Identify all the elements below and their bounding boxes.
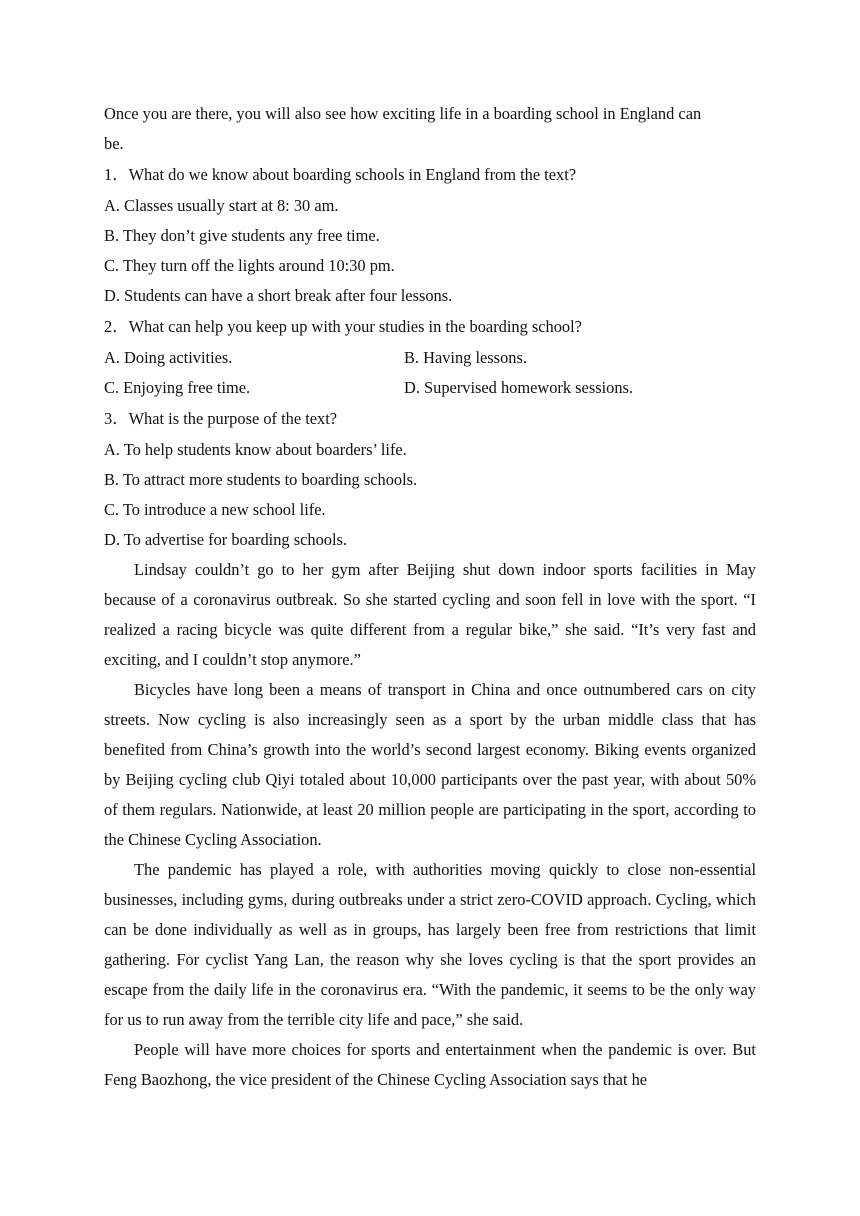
option-b: B. To attract more students to boarding schools. bbox=[104, 470, 418, 489]
passage-paragraph: The pandemic has played a role, with authorities moving quickly to close non-essential businesses, including gyms, during outbreaks under a strict zero-COVID approach. Cycling, which can be done individually as well as in groups, has largely been free from restrictions that limit gathering. For cyclist Yang Lan, the reason why she loves cycling is that the sport provides an escape from the daily life in the coronavirus era. “With the pandemic, it seems to be the only way for us to run away from the terrible city life and pace,” she said. bbox=[104, 860, 756, 1029]
question-stem: 3．What is the purpose of the text? bbox=[104, 409, 338, 428]
intro-line: Once you are there, you will also see how exciting life in a boarding school in England can bbox=[104, 104, 702, 123]
option-b: B. They don’t give students any free time. bbox=[104, 226, 380, 245]
options-grid bbox=[104, 343, 756, 403]
option-c: C. To introduce a new school life. bbox=[104, 500, 326, 519]
option-d: D. Supervised homework sessions. bbox=[404, 378, 633, 397]
question-1 bbox=[104, 159, 756, 311]
option-a: A. Doing activities. bbox=[104, 348, 233, 367]
intro-line: be. bbox=[104, 134, 124, 153]
option-a: A. To help students know about boarders’ life. bbox=[104, 440, 407, 459]
option-d: D. To advertise for boarding schools. bbox=[104, 530, 347, 549]
option-c: C. Enjoying free time. bbox=[104, 378, 251, 397]
option-d: D. Students can have a short break after four lessons. bbox=[104, 286, 453, 305]
question-stem: 1．What do we know about boarding schools in England from the text? bbox=[104, 165, 577, 184]
option-a: A. Classes usually start at 8: 30 am. bbox=[104, 196, 339, 215]
passage-paragraph: Lindsay couldn’t go to her gym after Beijing shut down indoor sports facilities in May because of a coronavirus outbreak. So she started cycling and soon fell in love with the sport. “I realized a racing bicycle was quite different from a regular bike,” she said. “It’s very fast and exciting, and I couldn’t stop anymore.” bbox=[104, 560, 756, 669]
question-stem: 2．What can help you keep up with your studies in the boarding school? bbox=[104, 317, 582, 336]
document-page bbox=[104, 99, 756, 1095]
passage-paragraph: Bicycles have long been a means of transport in China and once outnumbered cars on city streets. Now cycling is also increasingly seen as a sport by the urban middle class that has benefited from China’s growth into the world’s second largest economy. Biking events organized by Beijing cycling club Qiyi totaled about 10,000 participants over the past year, with about 50% of them regulars. Nationwide, at least 20 million people are participating in the sport, according to the Chinese Cycling Association. bbox=[104, 680, 756, 849]
reading-passage bbox=[104, 555, 756, 1095]
option-c: C. They turn off the lights around 10:30 pm. bbox=[104, 256, 395, 275]
passage-paragraph: People will have more choices for sports and entertainment when the pandemic is over. But Feng Baozhong, the vice president of the Chinese Cycling Association says that he bbox=[104, 1040, 756, 1089]
question-3 bbox=[104, 403, 756, 555]
question-2 bbox=[104, 311, 756, 403]
option-b: B. Having lessons. bbox=[404, 348, 527, 367]
